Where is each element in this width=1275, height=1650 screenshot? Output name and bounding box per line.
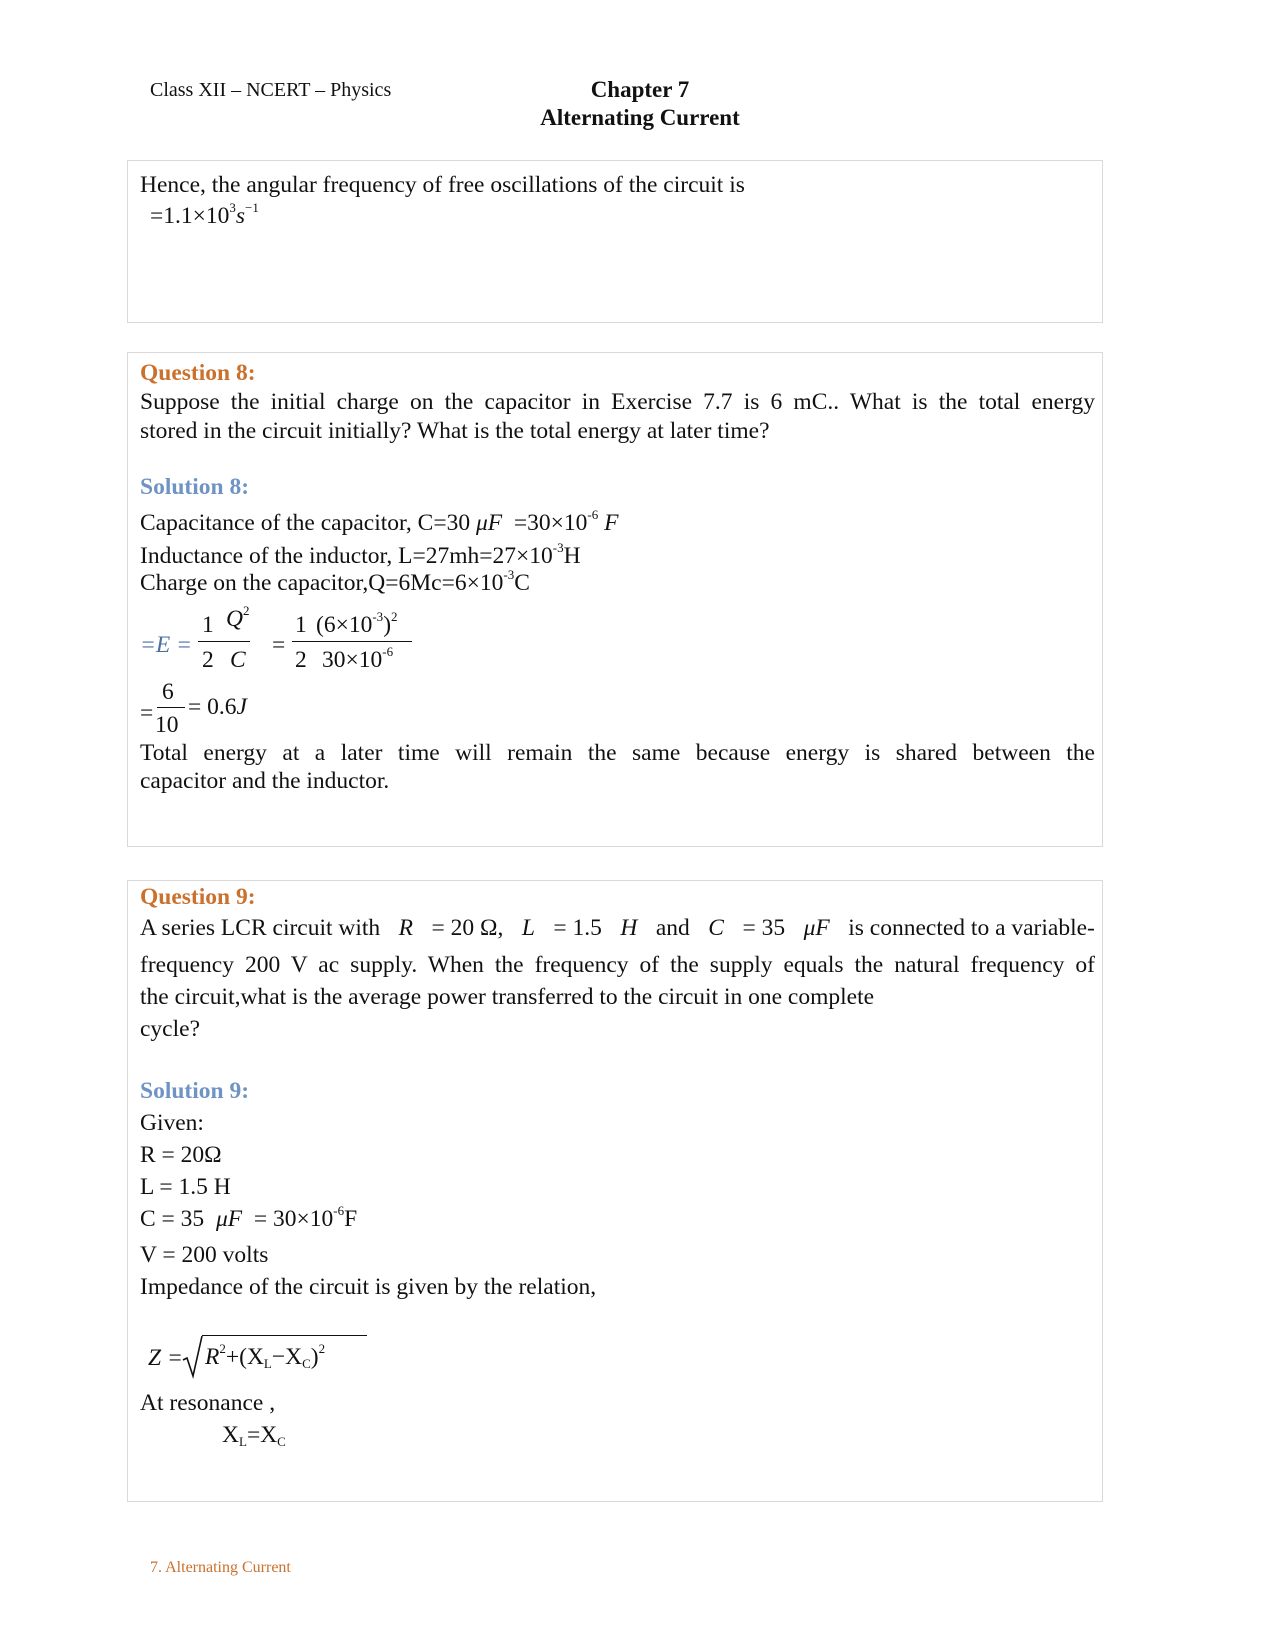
fraction-3-denominator: 2 (295, 647, 307, 673)
reactance-c-subscript: C (277, 1434, 286, 1449)
radicand-minus: −X (271, 1344, 303, 1370)
radicand-plus: +(X (225, 1344, 264, 1370)
question-9-line-3: the circuit,what is the average power transferred to the circuit in one complete (140, 984, 875, 1010)
capacitance-value-denominator: 30×10 (322, 647, 383, 673)
fraction-4-numerator (316, 609, 398, 639)
inductance-text: Inductance of the inductor, L=27mh=27×10 (140, 543, 553, 569)
charge-q: Q (226, 606, 243, 632)
impedance-radicand (205, 1341, 326, 1371)
q9-resistance-value: = 20 Ω, (431, 915, 504, 941)
henry-unit: H (563, 543, 581, 569)
reactance-x: X (222, 1422, 239, 1448)
charge-text: Charge on the capacitor,Q=6Mc=6×10 (140, 570, 504, 596)
q9-text-f: is connected to a variable- (848, 915, 1095, 941)
given-voltage: V = 200 volts (140, 1242, 269, 1268)
question-8-line-2: stored in the circuit initially? What is the total energy at later time? (140, 418, 770, 444)
question-9-line-2: frequency 200 V ac supply. When the frequency of the supply equals the natural frequency of (140, 952, 1095, 978)
resonance-condition (222, 1422, 286, 1449)
fraction-3-bar (292, 641, 412, 642)
question-9-label: Question 9: (140, 884, 256, 910)
radicand-close: ) (310, 1344, 319, 1370)
energy-lhs (140, 632, 192, 659)
radicand-l-subscript: L (263, 1356, 272, 1371)
q9-capacitance-symbol: C (708, 915, 724, 941)
solution-9-label: Solution 9: (140, 1078, 250, 1104)
footer-chapter-label: 7. Alternating Current (150, 1559, 291, 1576)
charge-value: (6×10 (316, 612, 373, 638)
capacitance-value: =30×10 (513, 510, 588, 536)
given-capacitance (140, 1203, 358, 1233)
header-class-label: Class XII – NCERT – Physics (150, 79, 392, 101)
result-value (188, 694, 247, 721)
denominator-exponent: -6 (382, 644, 394, 659)
square-exponent: 2 (391, 609, 398, 624)
capacitance-converted: = 30×10 (253, 1206, 334, 1232)
given-inductance: L = 1.5 H (140, 1174, 231, 1200)
capacitance-exponent: -6 (587, 507, 599, 522)
reactance-l-subscript: L (238, 1434, 247, 1449)
value-exponent: 3 (229, 200, 236, 215)
inductance-exponent: -3 (552, 540, 564, 555)
q9-and: and (655, 915, 690, 941)
inductance-line (140, 540, 581, 570)
equals-sign: = (272, 632, 286, 658)
q9-henry-unit: H (620, 915, 638, 941)
radicand-square: 2 (318, 1341, 326, 1356)
q9-capacitance-value: = 35 (742, 915, 786, 941)
total-energy-line-1: Total energy at a later time will remain the same because energy is shared between the (140, 740, 1095, 766)
unit-exponent: −1 (245, 200, 259, 215)
q9-microfarad-unit: μF (803, 915, 830, 941)
square-root-icon (182, 1334, 204, 1380)
radicand-r: R (205, 1344, 220, 1370)
angular-frequency-value (150, 200, 259, 230)
value-mantissa: =1.1×10 (150, 203, 230, 229)
joule-unit: J (236, 694, 247, 720)
chapter-number: Chapter 7 (590, 77, 690, 102)
given-label: Given: (140, 1110, 204, 1136)
result-equals: = (140, 700, 154, 726)
result-denominator: 10 (155, 712, 179, 738)
energy-result: = 0.6 (188, 694, 237, 720)
capacitance-text: Capacitance of the capacitor, C=30 (140, 510, 471, 536)
fraction-4-denominator (322, 644, 394, 674)
q9-inductance-value: = 1.5 (553, 915, 602, 941)
chapter-title: Alternating Current (540, 105, 740, 130)
impedance-intro: Impedance of the circuit is given by the relation, (140, 1274, 597, 1300)
reactance-equals: =X (246, 1422, 278, 1448)
chapter-heading (470, 76, 810, 132)
angular-frequency-text: Hence, the angular frequency of free oscillations of the circuit is (140, 172, 745, 198)
capacitance-prefix: C = 35 (140, 1206, 205, 1232)
microfarad-unit-s9: μF (215, 1206, 243, 1232)
total-energy-line-2: capacitor and the inductor. (140, 768, 390, 794)
square-root-bar (202, 1335, 367, 1336)
result-fraction-bar (157, 707, 185, 708)
fraction-1-bar (198, 641, 250, 642)
capacitance-c: C (230, 647, 246, 673)
impedance-symbol: Z = (148, 1345, 183, 1371)
value-unit: s (235, 203, 246, 229)
farad-unit-s9: F (344, 1206, 358, 1232)
charge-value-exponent: -3 (372, 609, 384, 624)
fraction-2-numerator (226, 603, 250, 633)
impedance-lhs (148, 1345, 183, 1372)
fraction-3-numerator: 1 (295, 612, 307, 638)
microfarad-unit: μF (475, 510, 503, 536)
energy-symbol: =E = (140, 632, 192, 658)
given-resistance: R = 20Ω (140, 1142, 222, 1168)
charge-exponent: -3 (503, 567, 515, 582)
fraction-1-numerator: 1 (202, 612, 214, 638)
closing-paren: ) (383, 612, 392, 638)
solution-8-label: Solution 8: (140, 474, 250, 500)
question-8-label: Question 8: (140, 360, 256, 386)
resonance-text: At resonance , (140, 1390, 276, 1416)
fraction-2-denominator (230, 647, 246, 674)
question-9-line-4: cycle? (140, 1016, 201, 1042)
question-8-line-1: Suppose the initial charge on the capacitor in Exercise 7.7 is 6 mC.. What is the total energy (140, 389, 1095, 415)
farad-unit: F (604, 510, 619, 536)
q9-inductance-symbol: L (521, 915, 535, 941)
q9-resistance-symbol: R (398, 915, 414, 941)
capacitance-line (140, 507, 619, 537)
radicand-r-exponent: 2 (219, 1341, 226, 1356)
charge-line (140, 567, 530, 597)
fraction-1-denominator: 2 (202, 647, 214, 673)
result-numerator: 6 (162, 679, 174, 705)
coulomb-unit: C (514, 570, 530, 596)
radicand-c-subscript: C (302, 1356, 311, 1371)
q9-text-a: A series LCR circuit with (140, 915, 381, 941)
capacitance-converted-exponent: -6 (333, 1203, 345, 1218)
q-squared: 2 (242, 603, 250, 618)
question-9-line-1 (140, 915, 1095, 942)
